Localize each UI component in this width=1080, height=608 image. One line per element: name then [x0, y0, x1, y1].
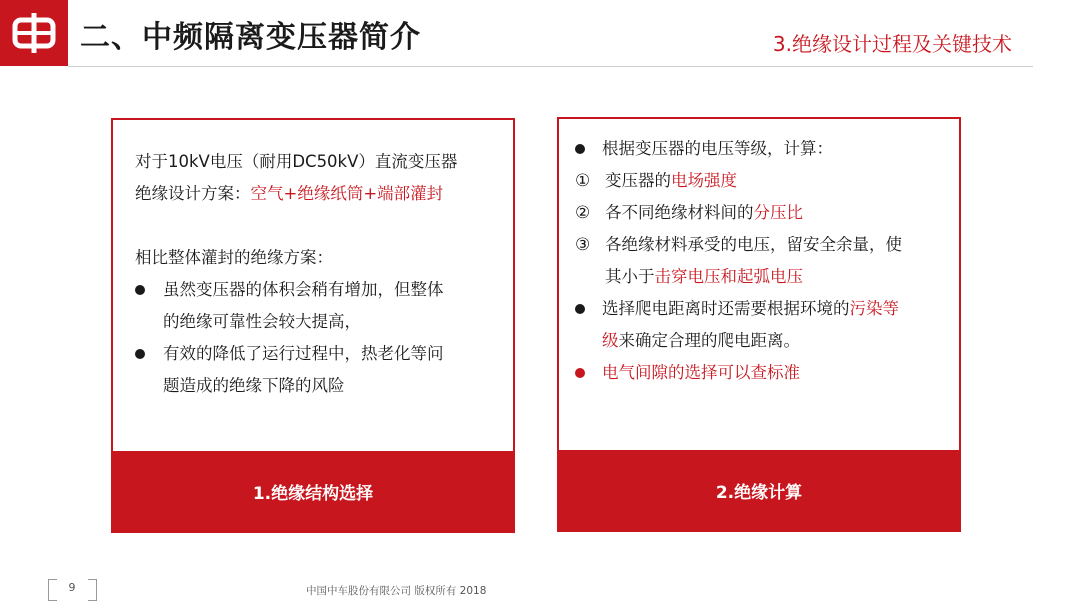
bullet-dot-icon	[575, 144, 585, 154]
numbered-item	[575, 229, 949, 293]
list-item-line: 题造成的绝缘下降的风险	[163, 376, 345, 395]
list-item-text	[605, 197, 803, 229]
list-item-line: 的绝缘可靠性会较大提高，	[163, 312, 361, 331]
crrc-logo	[0, 0, 68, 66]
numbered-item	[575, 197, 949, 229]
item-number: ②	[575, 203, 591, 223]
card-footer-label: 1.绝缘结构选择	[113, 451, 513, 531]
card-body	[113, 120, 513, 451]
spacer	[135, 210, 499, 242]
item-line: 各绝缘材料承受的电压，留安全余量，使	[605, 235, 902, 254]
bullet-dot-icon	[135, 349, 145, 359]
item-number: ①	[575, 171, 591, 191]
header-divider	[68, 66, 1033, 67]
item-line	[602, 293, 899, 325]
page-number: 9	[68, 581, 76, 594]
item-text: 来确定合理的爬电距离。	[618, 331, 800, 350]
card-insulation-calculation	[557, 117, 961, 532]
bullet-dot-icon	[135, 285, 145, 295]
numbered-item	[575, 165, 949, 197]
intro-prefix: 绝缘设计方案：	[135, 184, 251, 203]
item-text: 选择爬电距离时还需要根据环境的	[602, 299, 850, 318]
list-item-text: 根据变压器的电压等级，计算：	[602, 139, 833, 158]
list-item-line: 虽然变压器的体积会稍有增加，但整体	[163, 280, 444, 299]
list-item	[575, 293, 949, 357]
item-line	[602, 325, 899, 357]
card-insulation-structure	[111, 118, 515, 533]
list-item-text	[605, 165, 737, 197]
item-highlight: 污染等	[849, 299, 899, 318]
item-highlight: 电场强度	[671, 171, 737, 190]
crrc-logo-icon	[12, 11, 56, 55]
item-text: 其小于	[605, 267, 655, 286]
list-item	[135, 338, 499, 402]
list-item-text	[602, 293, 899, 357]
page-bracket-right-icon	[88, 579, 97, 601]
card-body	[559, 119, 959, 450]
item-text: 变压器的	[605, 171, 671, 190]
list-item	[575, 357, 949, 389]
copyright-text: 中国中车股份有限公司 版权所有 2018	[306, 585, 487, 597]
card-content	[575, 133, 949, 389]
list-item	[575, 133, 949, 165]
card-content	[135, 146, 499, 402]
list-item-text	[605, 229, 902, 293]
intro-line: 对于10kV电压（耐用DC50kV）直流变压器	[135, 152, 458, 171]
bullet-dot-icon	[575, 304, 585, 314]
item-number: ③	[575, 235, 591, 255]
intro-line	[135, 178, 499, 210]
insulation-scheme-highlight: 空气+绝缘纸筒+端部灌封	[250, 184, 444, 203]
list-item-text: 电气间隙的选择可以查标准	[602, 363, 800, 382]
page-bracket-left-icon	[48, 579, 57, 601]
page-title: 二、中频隔离变压器简介	[80, 20, 421, 55]
item-highlight: 分压比	[753, 203, 803, 222]
list-item-text	[163, 338, 444, 402]
bullet-dot-icon	[575, 368, 585, 378]
item-line	[605, 261, 902, 293]
item-highlight: 级	[602, 331, 619, 350]
item-text: 各不同绝缘材料间的	[605, 203, 754, 222]
compare-heading: 相比整体灌封的绝缘方案：	[135, 248, 333, 267]
list-item-text	[163, 274, 444, 338]
item-highlight: 击穿电压和起弧电压	[654, 267, 803, 286]
section-title: 3.绝缘设计过程及关键技术	[772, 32, 1012, 56]
list-item	[135, 274, 499, 338]
list-item-line: 有效的降低了运行过程中，热老化等问	[163, 344, 444, 363]
card-footer-label: 2.绝缘计算	[559, 450, 959, 530]
